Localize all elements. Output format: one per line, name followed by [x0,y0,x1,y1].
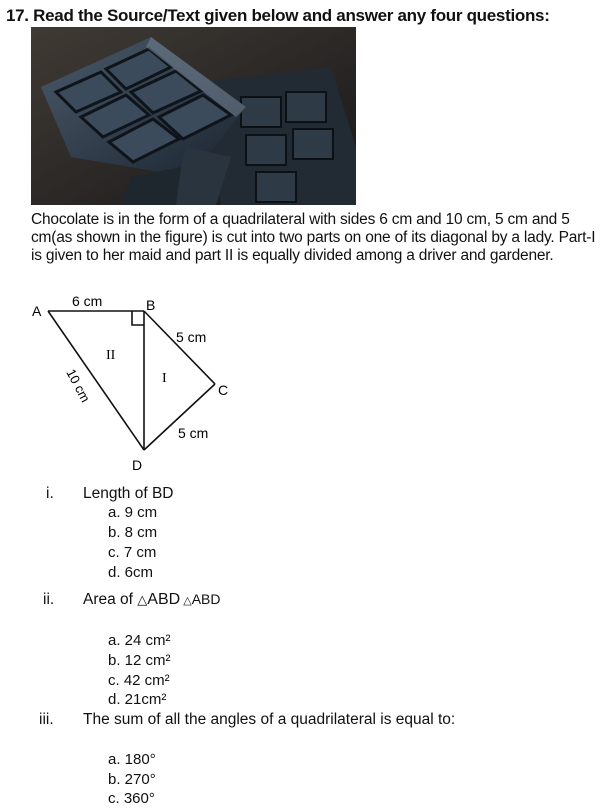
question-3-option-c[interactable]: c. 360° [108,790,155,807]
source-paragraph: Chocolate is in the form of a quadrilateral with sides 6 cm and 10 cm, 5 cm and 5 cm(as shown in the figure) is cut into two parts on one of its diagonal by a lady. Part-I is given to her maid and part II is equally divided among a driver and gardener. [31,211,596,264]
question-3-text: The sum of all the angles of a quadrilateral is equal to: [83,711,456,728]
question-1-option-d[interactable]: d. 6cm [108,564,154,581]
side-ab-label: 6 cm [72,293,103,309]
question-2-text [83,591,221,609]
side-ad-label: 10 cm [63,366,94,405]
question-1-number: i. [46,485,54,502]
question-1-text: Length of BD [83,485,174,502]
question-1-option-a[interactable]: a. 9 cm [108,504,158,521]
question-heading: 17. Read the Source/Text given below and answer any four questions: [6,6,550,25]
question-3-option-b[interactable]: b. 270° [108,771,156,788]
question-1-option-c[interactable]: c. 7 cm [108,544,157,561]
question-2-option-c[interactable]: c. 42 cm² [108,672,170,689]
question-2-number: ii. [43,591,55,608]
question-2-prefix: Area of [83,591,138,608]
triangle-icon: △ [137,592,148,607]
region-ii-label: II [106,348,116,363]
question-2-option-a[interactable]: a. 24 cm² [108,632,171,649]
region-i-label: I [162,371,167,386]
question-1-option-b[interactable]: b. 8 cm [108,524,158,541]
triangle-icon-small: △ [180,595,192,607]
question-2-triangle-small: ABD [191,591,221,607]
chocolate-photo [31,27,356,205]
question-2-option-b[interactable]: b. 12 cm² [108,652,171,669]
vertex-b-label: B [146,297,156,313]
question-3-option-a[interactable]: a. 180° [108,751,156,768]
side-cd-label: 5 cm [178,425,209,441]
vertex-c-label: C [218,382,229,398]
vertex-d-label: D [132,457,143,473]
vertex-a-label: A [32,303,42,319]
side-bc-label: 5 cm [176,329,207,345]
question-3-number: iii. [39,711,54,728]
quadrilateral-figure [28,292,248,477]
question-2-option-d[interactable]: d. 21cm² [108,691,167,708]
question-2-triangle: ABD [147,591,181,608]
